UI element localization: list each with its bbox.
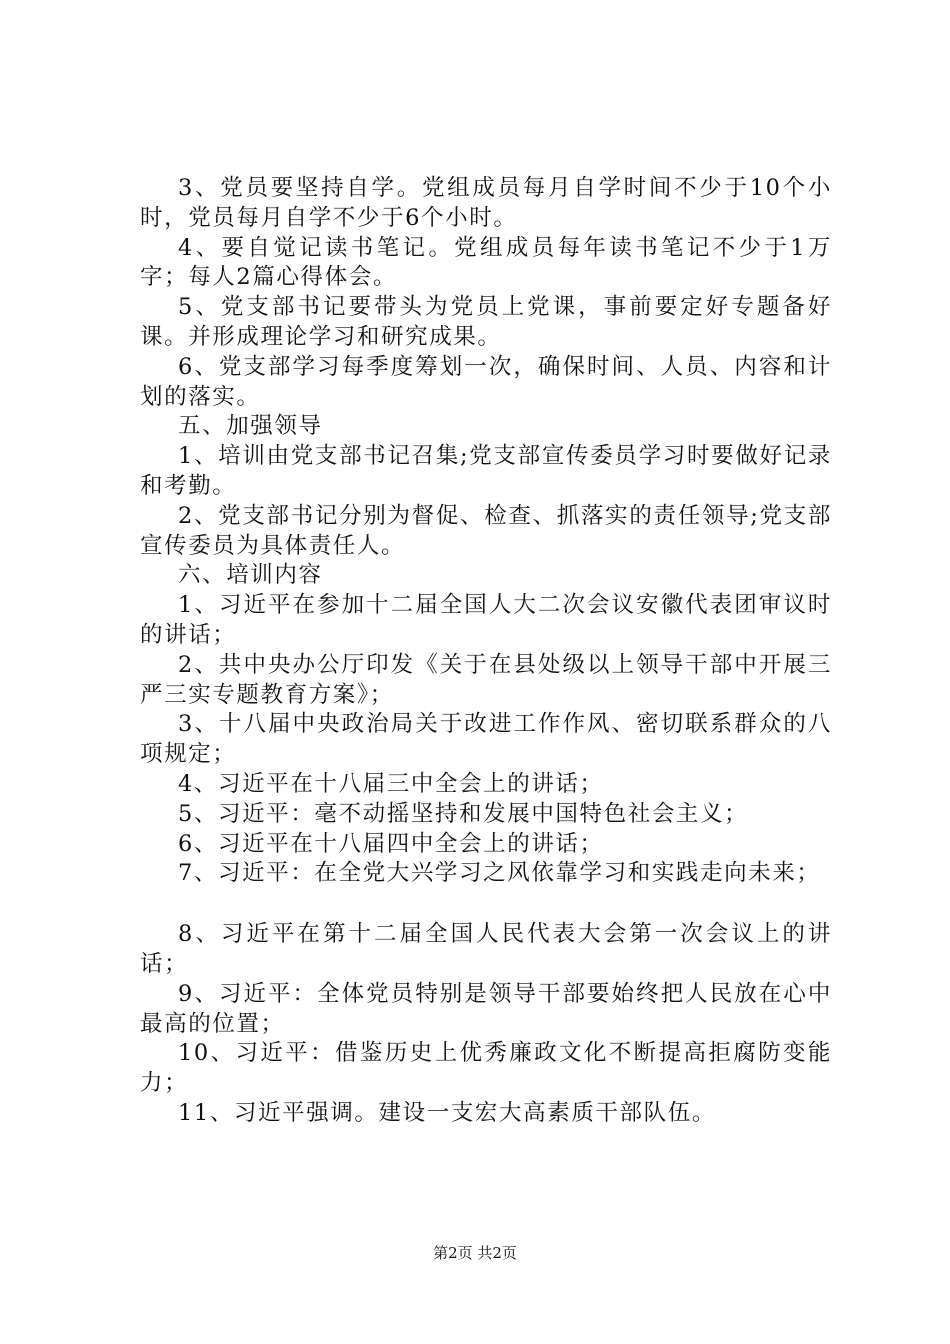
list-item: 9、习近平：全体党员特别是领导干部要始终把人民放在心中最高的位置； bbox=[140, 980, 832, 1037]
paragraph-responsibility: 2、党支部书记分别为督促、检查、抓落实的责任领导;党支部宣传委员为具体责任人。 bbox=[140, 502, 832, 559]
list-item: 8、习近平在第十二届全国人民代表大会第一次会议上的讲话； bbox=[140, 921, 832, 977]
document-body bbox=[140, 174, 832, 1129]
list-item: 11、习近平强调。建设一支宏大高素质干部队伍。 bbox=[178, 1099, 716, 1126]
list-item: 4、习近平在十八届三中全会上的讲话； bbox=[178, 770, 604, 797]
paragraph-self-study: 3、党员要坚持自学。党组成员每月自学时间不少于10个小时，党员每月自学不少于6个小时。 bbox=[140, 175, 832, 231]
paragraph-reading-notes: 4、要自觉记读书笔记。党组成员每年读书笔记不少于1万字；每人2篇心得体会。 bbox=[140, 234, 832, 291]
paragraph-party-lecture: 5、党支部书记要带头为党员上党课，事前要定好专题备好课。并形成理论学习和研究成果。 bbox=[140, 294, 832, 350]
list-item: 1、习近平在参加十二届全国人大二次会议安徽代表团审议时的讲话； bbox=[140, 592, 832, 648]
list-item: 7、习近平：在全党大兴学习之风依靠学习和实践走向未来； bbox=[178, 860, 821, 887]
paragraph-quarterly-plan: 6、党支部学习每季度筹划一次，确保时间、人员、内容和计划的落实。 bbox=[140, 353, 832, 410]
paragraph-training-convener: 1、培训由党支部书记召集;党支部宣传委员学习时要做好记录和考勤。 bbox=[140, 443, 832, 499]
list-item: 3、十八届中央政治局关于改进工作作风、密切联系群众的八项规定； bbox=[140, 711, 832, 768]
list-item: 2、共中央办公厅印发《关于在县处级以上领导干部中开展三严三实专题教育方案》； bbox=[140, 651, 832, 708]
list-item: 10、习近平：借鉴历史上优秀廉政文化不断提高拒腐防变能力； bbox=[140, 1040, 832, 1097]
section-heading-leadership: 五、加强领导 bbox=[178, 413, 323, 440]
list-item: 5、习近平：毫不动摇坚持和发展中国特色社会主义； bbox=[178, 800, 749, 827]
section-heading-training-content: 六、培训内容 bbox=[178, 562, 323, 589]
page-number-footer: 第2页 共2页 bbox=[433, 1244, 517, 1262]
list-item: 6、习近平在十八届四中全会上的讲话； bbox=[178, 830, 604, 857]
